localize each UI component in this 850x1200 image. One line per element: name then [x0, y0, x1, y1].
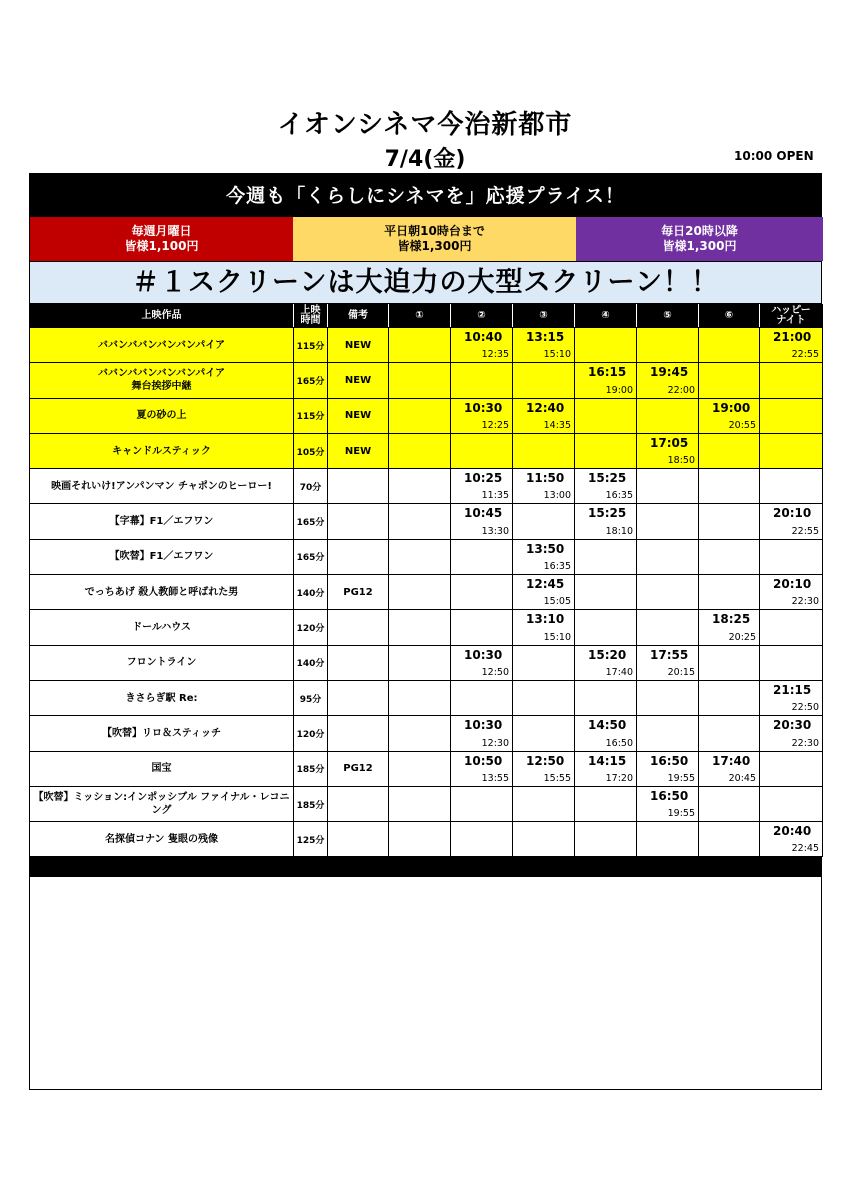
showtime-slot-2 — [451, 680, 513, 715]
open-time: 10:00 OPEN — [734, 149, 814, 163]
header-duration-line2: 時間 — [300, 315, 321, 326]
header-slot-1: ① — [389, 305, 451, 328]
start-time: 11:50 — [526, 471, 565, 486]
start-time: 14:15 — [588, 753, 627, 768]
end-time: 15:10 — [543, 631, 571, 643]
end-time: 13:30 — [481, 525, 509, 537]
movie-row — [30, 610, 823, 645]
start-time: 10:50 — [464, 753, 503, 768]
movie-row — [30, 751, 823, 786]
movie-title-text: でっちあげ 殺人教師と呼ばれた男 — [84, 586, 239, 598]
movie-title-text: 【吹替】ミッション:インポッシブル ファイナル・レコニング — [33, 792, 290, 816]
showtime-slot-5 — [637, 363, 699, 398]
showtime-slot-2 — [451, 610, 513, 645]
end-time: 22:50 — [791, 702, 819, 714]
start-time: 12:45 — [526, 577, 565, 592]
showtime-slot-2 — [451, 433, 513, 468]
start-time: 14:50 — [588, 718, 627, 733]
showtime-slot-1 — [389, 328, 451, 363]
showtime-slot-4 — [575, 716, 637, 751]
end-time: 19:55 — [667, 772, 695, 784]
showtime-slot-1 — [389, 363, 451, 398]
end-time: 11:35 — [481, 490, 509, 502]
movie-duration: 125分 — [294, 822, 328, 857]
happy-night-slot — [760, 680, 823, 715]
header-slot-3: ③ — [513, 305, 575, 328]
movie-title-text: キャンドルスティック — [112, 445, 211, 457]
happy-night-slot — [760, 363, 823, 398]
showtime-slot-3 — [513, 539, 575, 574]
showtime-slot-1 — [389, 786, 451, 821]
end-time: 22:00 — [667, 384, 695, 396]
price-late-label: 毎日20時以降 — [661, 224, 738, 238]
movie-note — [328, 645, 389, 680]
price-weekday-morning — [293, 217, 576, 261]
showtime-slot-5 — [637, 328, 699, 363]
movie-row — [30, 539, 823, 574]
movie-title-text: フロントライン — [126, 657, 197, 669]
movie-subtitle-text: 舞台挨拶中継 — [131, 381, 192, 393]
start-time: 20:10 — [773, 577, 812, 592]
showtime-slot-3 — [513, 680, 575, 715]
showtime-slot-5 — [637, 751, 699, 786]
showtime-slot-5 — [637, 680, 699, 715]
movie-note: PG12 — [328, 751, 389, 786]
happy-night-slot — [760, 539, 823, 574]
start-time: 21:15 — [773, 682, 812, 697]
end-time: 15:10 — [543, 349, 571, 361]
movie-duration: 95分 — [294, 680, 328, 715]
movie-title — [30, 433, 294, 468]
start-time: 19:45 — [650, 365, 689, 380]
start-time: 10:30 — [464, 718, 503, 733]
end-time: 22:30 — [791, 596, 819, 608]
showtime-slot-3 — [513, 433, 575, 468]
promo-banner: 今週も「くらしにシネマを」応援プライス！ — [29, 173, 822, 217]
schedule-body — [30, 328, 823, 857]
movie-title-text: ババンババンバンバンパイア — [98, 368, 225, 380]
price-row — [29, 217, 822, 262]
showtime-slot-1 — [389, 610, 451, 645]
showtime-slot-5 — [637, 433, 699, 468]
showtime-slot-1 — [389, 433, 451, 468]
showtime-slot-2 — [451, 504, 513, 539]
header-note: 備考 — [328, 305, 389, 328]
screen-notice: ＃１スクリーンは大迫力の大型スクリーン！！ — [29, 262, 822, 304]
movie-title — [30, 786, 294, 821]
showtime-slot-1 — [389, 575, 451, 610]
showtime-slot-6 — [699, 328, 760, 363]
showtime-slot-2 — [451, 822, 513, 857]
start-time: 19:00 — [712, 400, 751, 415]
movie-title — [30, 575, 294, 610]
showtime-slot-6 — [699, 575, 760, 610]
start-time: 10:25 — [464, 471, 503, 486]
movie-note — [328, 822, 389, 857]
showtime-slot-5 — [637, 398, 699, 433]
movie-duration: 165分 — [294, 363, 328, 398]
showtime-slot-1 — [389, 645, 451, 680]
movie-duration: 140分 — [294, 575, 328, 610]
end-time: 22:45 — [791, 843, 819, 855]
header-duration-line1: 上映 — [300, 305, 321, 316]
showtime-slot-4 — [575, 398, 637, 433]
happy-night-slot — [760, 575, 823, 610]
showtime-slot-2 — [451, 716, 513, 751]
movie-title — [30, 716, 294, 751]
showtime-slot-3 — [513, 398, 575, 433]
start-time: 21:00 — [773, 330, 812, 344]
happy-night-slot — [760, 433, 823, 468]
showtime-slot-2 — [451, 751, 513, 786]
showtime-slot-3 — [513, 469, 575, 504]
header-slot-5: ⑤ — [637, 305, 699, 328]
movie-title — [30, 539, 294, 574]
schedule-table — [29, 304, 823, 857]
movie-note — [328, 469, 389, 504]
showtime-slot-3 — [513, 751, 575, 786]
start-time: 16:50 — [650, 753, 689, 768]
movie-row — [30, 786, 823, 821]
movie-row — [30, 822, 823, 857]
happy-night-slot — [760, 822, 823, 857]
start-time: 17:05 — [650, 435, 689, 450]
end-time: 15:05 — [543, 596, 571, 608]
movie-note: NEW — [328, 398, 389, 433]
end-time: 20:15 — [667, 666, 695, 678]
showtime-slot-5 — [637, 716, 699, 751]
price-monday-label: 毎週月曜日 — [131, 224, 192, 238]
showtime-slot-4 — [575, 786, 637, 821]
happy-night-slot — [760, 786, 823, 821]
movie-duration: 70分 — [294, 469, 328, 504]
showtime-slot-3 — [513, 822, 575, 857]
header-duration — [294, 305, 328, 328]
showtime-slot-2 — [451, 575, 513, 610]
movie-title-text: 【字幕】F1／エフワン — [109, 516, 214, 528]
theater-title: イオンシネマ今治新都市 — [277, 110, 573, 140]
end-time: 20:25 — [728, 631, 756, 643]
price-late-night — [576, 217, 823, 261]
movie-duration: 185分 — [294, 786, 328, 821]
movie-duration: 165分 — [294, 504, 328, 539]
showtime-slot-4 — [575, 751, 637, 786]
movie-title — [30, 680, 294, 715]
start-time: 10:30 — [464, 400, 503, 415]
movie-duration: 120分 — [294, 610, 328, 645]
movie-row — [30, 328, 823, 363]
showtime-slot-1 — [389, 398, 451, 433]
end-time: 16:35 — [543, 561, 571, 573]
showtime-slot-6 — [699, 751, 760, 786]
showtime-slot-6 — [699, 433, 760, 468]
happy-night-slot — [760, 716, 823, 751]
showtime-slot-5 — [637, 610, 699, 645]
movie-row — [30, 680, 823, 715]
showtime-slot-4 — [575, 645, 637, 680]
movie-row — [30, 504, 823, 539]
showtime-slot-2 — [451, 539, 513, 574]
showtime-slot-5 — [637, 786, 699, 821]
showtime-slot-1 — [389, 680, 451, 715]
showtime-slot-3 — [513, 610, 575, 645]
start-time: 12:50 — [526, 753, 565, 768]
showtime-slot-4 — [575, 433, 637, 468]
start-time: 10:45 — [464, 506, 503, 521]
end-time: 12:35 — [481, 349, 509, 361]
showtime-slot-4 — [575, 680, 637, 715]
showtime-slot-3 — [513, 786, 575, 821]
showtime-slot-2 — [451, 363, 513, 398]
showtime-slot-6 — [699, 398, 760, 433]
movie-title-text: ドールハウス — [132, 622, 191, 634]
showtime-slot-2 — [451, 328, 513, 363]
showtime-slot-1 — [389, 469, 451, 504]
header-slot-4: ④ — [575, 305, 637, 328]
movie-title — [30, 504, 294, 539]
showtime-slot-6 — [699, 786, 760, 821]
schedule-date: 7/4(金) — [384, 147, 466, 172]
movie-note: NEW — [328, 433, 389, 468]
start-time: 16:50 — [650, 788, 689, 803]
showtime-slot-4 — [575, 610, 637, 645]
movie-row — [30, 716, 823, 751]
movie-title — [30, 751, 294, 786]
movie-duration: 165分 — [294, 539, 328, 574]
start-time: 16:15 — [588, 365, 627, 380]
end-time: 22:55 — [791, 349, 819, 361]
movie-note: NEW — [328, 363, 389, 398]
end-time: 12:30 — [481, 737, 509, 749]
showtime-slot-2 — [451, 645, 513, 680]
header-happy-line2: ナイト — [776, 315, 806, 326]
start-time: 12:40 — [526, 400, 565, 415]
end-time: 14:35 — [543, 419, 571, 431]
end-time: 12:25 — [481, 419, 509, 431]
showtime-slot-2 — [451, 786, 513, 821]
happy-night-slot — [760, 645, 823, 680]
showtime-slot-4 — [575, 363, 637, 398]
header-slot-2: ② — [451, 305, 513, 328]
showtime-slot-3 — [513, 645, 575, 680]
start-time: 20:30 — [773, 718, 812, 733]
happy-night-slot — [760, 398, 823, 433]
movie-title-text: ババンババンバンバンパイア — [98, 339, 225, 351]
end-time: 18:50 — [667, 455, 695, 467]
movie-title-text: 国宝 — [151, 763, 172, 775]
showtime-slot-4 — [575, 539, 637, 574]
table-header-row — [30, 305, 823, 328]
end-time: 17:20 — [605, 772, 633, 784]
movie-duration: 185分 — [294, 751, 328, 786]
movie-title — [30, 363, 294, 398]
showtime-slot-1 — [389, 539, 451, 574]
showtime-slot-1 — [389, 504, 451, 539]
showtime-slot-6 — [699, 716, 760, 751]
showtime-slot-5 — [637, 469, 699, 504]
showtime-slot-2 — [451, 469, 513, 504]
happy-night-slot — [760, 328, 823, 363]
happy-night-slot — [760, 610, 823, 645]
movie-note — [328, 539, 389, 574]
movie-title-text: 名探偵コナン 隻眼の残像 — [105, 833, 218, 845]
price-morning-amount: 皆様1,300円 — [397, 239, 472, 253]
start-time: 18:25 — [712, 612, 751, 627]
start-time: 15:25 — [588, 506, 627, 521]
showtime-slot-4 — [575, 822, 637, 857]
showtime-slot-5 — [637, 645, 699, 680]
movie-duration: 115分 — [294, 398, 328, 433]
end-time: 16:50 — [605, 737, 633, 749]
start-time: 15:25 — [588, 471, 627, 486]
showtime-slot-6 — [699, 469, 760, 504]
movie-row — [30, 398, 823, 433]
showtime-slot-6 — [699, 539, 760, 574]
header-movie: 上映作品 — [30, 305, 294, 328]
movie-note — [328, 610, 389, 645]
movie-note — [328, 786, 389, 821]
movie-row — [30, 469, 823, 504]
showtime-slot-6 — [699, 680, 760, 715]
price-monday — [30, 217, 293, 261]
movie-row — [30, 433, 823, 468]
end-time: 22:30 — [791, 737, 819, 749]
start-time: 10:30 — [464, 647, 503, 662]
movie-note — [328, 680, 389, 715]
movie-row — [30, 645, 823, 680]
movie-title-text: きさらぎ駅 Re: — [125, 692, 198, 704]
start-time: 13:15 — [526, 330, 565, 344]
movie-title — [30, 469, 294, 504]
price-morning-label: 平日朝10時台まで — [384, 224, 485, 238]
showtime-slot-6 — [699, 645, 760, 680]
showtime-slot-6 — [699, 363, 760, 398]
happy-night-slot — [760, 751, 823, 786]
end-time: 17:40 — [605, 666, 633, 678]
happy-night-slot — [760, 469, 823, 504]
footer-bar — [29, 856, 822, 877]
showtime-slot-4 — [575, 469, 637, 504]
showtime-slot-4 — [575, 575, 637, 610]
movie-title — [30, 328, 294, 363]
showtime-slot-1 — [389, 751, 451, 786]
start-time: 10:40 — [464, 330, 503, 344]
movie-title — [30, 822, 294, 857]
start-time: 13:50 — [526, 541, 565, 556]
movie-note: NEW — [328, 328, 389, 363]
movie-title-text: 夏の砂の上 — [136, 410, 187, 422]
start-time: 17:40 — [712, 753, 751, 768]
movie-title — [30, 398, 294, 433]
movie-duration: 120分 — [294, 716, 328, 751]
movie-duration: 105分 — [294, 433, 328, 468]
showtime-slot-5 — [637, 822, 699, 857]
movie-row — [30, 363, 823, 398]
showtime-slot-1 — [389, 822, 451, 857]
end-time: 12:50 — [481, 666, 509, 678]
showtime-slot-1 — [389, 716, 451, 751]
showtime-slot-3 — [513, 575, 575, 610]
end-time: 19:55 — [667, 808, 695, 820]
start-time: 13:10 — [526, 612, 565, 627]
end-time: 22:55 — [791, 525, 819, 537]
movie-title-text: 【吹替】リロ＆スティッチ — [102, 727, 221, 739]
movie-title-text: 【吹替】F1／エフワン — [109, 551, 214, 563]
end-time: 16:35 — [605, 490, 633, 502]
movie-title — [30, 610, 294, 645]
blank-notice-box — [29, 877, 822, 1090]
end-time: 15:55 — [543, 772, 571, 784]
movie-duration: 140分 — [294, 645, 328, 680]
movie-title-text: 映画それいけ!アンパンマン チャポンのヒーロー! — [51, 480, 272, 492]
showtime-slot-5 — [637, 575, 699, 610]
header-happy-night — [760, 305, 823, 328]
header-slot-6: ⑥ — [699, 305, 760, 328]
end-time: 20:45 — [728, 772, 756, 784]
showtime-slot-6 — [699, 504, 760, 539]
end-time: 20:55 — [728, 419, 756, 431]
end-time: 13:55 — [481, 772, 509, 784]
showtime-slot-4 — [575, 504, 637, 539]
showtime-slot-3 — [513, 504, 575, 539]
showtime-slot-3 — [513, 363, 575, 398]
happy-night-slot — [760, 504, 823, 539]
start-time: 20:40 — [773, 824, 812, 839]
movie-note — [328, 504, 389, 539]
header-happy-line1: ハッピー — [771, 305, 811, 316]
movie-row — [30, 575, 823, 610]
price-late-amount: 皆様1,300円 — [662, 239, 737, 253]
showtime-slot-3 — [513, 328, 575, 363]
price-monday-amount: 皆様1,100円 — [124, 239, 199, 253]
end-time: 19:00 — [605, 384, 633, 396]
start-time: 17:55 — [650, 647, 689, 662]
start-time: 15:20 — [588, 647, 627, 662]
showtime-slot-2 — [451, 398, 513, 433]
movie-note: PG12 — [328, 575, 389, 610]
showtime-slot-4 — [575, 328, 637, 363]
showtime-slot-3 — [513, 716, 575, 751]
showtime-slot-5 — [637, 539, 699, 574]
end-time: 18:10 — [605, 525, 633, 537]
movie-duration: 115分 — [294, 328, 328, 363]
end-time: 13:00 — [543, 490, 571, 502]
showtime-slot-5 — [637, 504, 699, 539]
showtime-slot-6 — [699, 822, 760, 857]
movie-title — [30, 645, 294, 680]
start-time: 20:10 — [773, 506, 812, 521]
showtime-slot-6 — [699, 610, 760, 645]
movie-note — [328, 716, 389, 751]
